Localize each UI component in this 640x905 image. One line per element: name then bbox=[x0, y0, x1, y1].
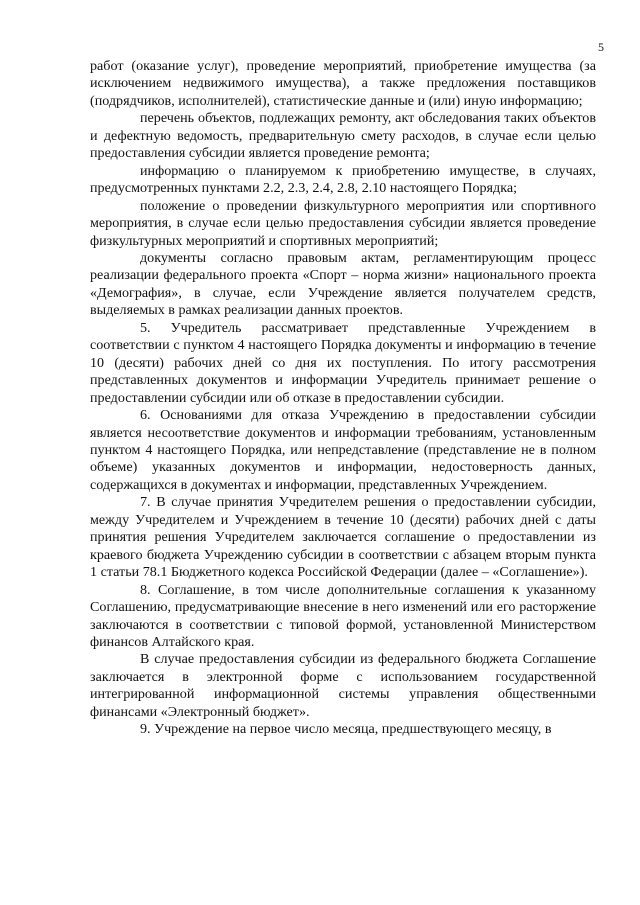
paragraph-item-7: 7. В случае принятия Учредителем решения о предоставлении субсидии, между Учредителем и Учреждением в течение 10 (десяти) рабочих дней с даты принятия решения Учредителем заключается соглашение о предоставлении из краевого бюджета Учреждению субсидии в соответствии с абзацем вторым пункта 1 статьи 78.1 Бюджетного кодекса Российской Федерации (далее – «Соглашение»). bbox=[90, 494, 596, 581]
paragraph-federal-project-documents: документы согласно правовым актам, регламентирующим процесс реализации федерального проекта «Спорт – норма жизни» национального проекта «Демография», в случае, если Учреждение является получателем средств, выделяемых в рамках реализации данных проектов. bbox=[90, 249, 596, 319]
paragraph-repair-documents: перечень объектов, подлежащих ремонту, акт обследования таких объектов и дефектную ведомость, предварительную смету расходов, в случае если целью предоставления субсидии является проведение ремонта; bbox=[90, 110, 596, 162]
paragraph-item-6: 6. Основаниями для отказа Учреждению в предоставлении субсидии является несоответствие документов и информации требованиям, установленным пунктом 4 настоящего Порядка, или непредставление (представление не в полном объеме) указанных документов и информации, недостоверность данных, содержащихся в документах и информации, представленных Учреждением. bbox=[90, 407, 596, 493]
body-text bbox=[90, 58, 596, 739]
paragraph-property-info: информацию о планируемом к приобретению имуществе, в случаях, предусмотренных пунктами 2.2, 2.3, 2.4, 2.8, 2.10 настоящего Порядка; bbox=[90, 162, 596, 197]
paragraph-item-8: 8. Соглашение, в том числе дополнительные соглашения к указанному Соглашению, предусматривающие внесение в него изменений или его расторжение заключаются в соответствии с типовой формой, установленной Министерством финансов Алтайского края. bbox=[90, 581, 596, 650]
paragraph-item-5: 5. Учредитель рассматривает представленные Учреждением в соответствии с пунктом 4 настоящего Порядка документы и информацию в течение 10 (десяти) рабочих дней со дня их поступления. По итогу рассмотрения представленных документов и информации Учредитель принимает решение о предоставлении субсидии или об отказе в предоставлении субсидии. bbox=[90, 319, 596, 406]
paragraph-sport-event-regulation: положение о проведении физкультурного мероприятия или спортивного мероприятия, в случае если целью предоставления субсидии является проведение физкультурных мероприятий и спортивных мероприятий; bbox=[90, 197, 596, 249]
page-number: 5 bbox=[598, 40, 604, 54]
paragraph-continuation: работ (оказание услуг), проведение мероприятий, приобретение имущества (за исключением недвижимого имущества), а также предложения поставщиков (подрядчиков, исполнителей), статистические данные и (или) иную информацию; bbox=[90, 58, 596, 109]
paragraph-item-9: 9. Учреждение на первое число месяца, предшествующего месяцу, в bbox=[140, 721, 552, 738]
paragraph-federal-budget-agreement: В случае предоставления субсидии из федерального бюджета Соглашение заключается в электронной форме с использованием государственной интегрированной информационной системы управления общественными финансами «Электронный бюджет». bbox=[90, 651, 596, 720]
